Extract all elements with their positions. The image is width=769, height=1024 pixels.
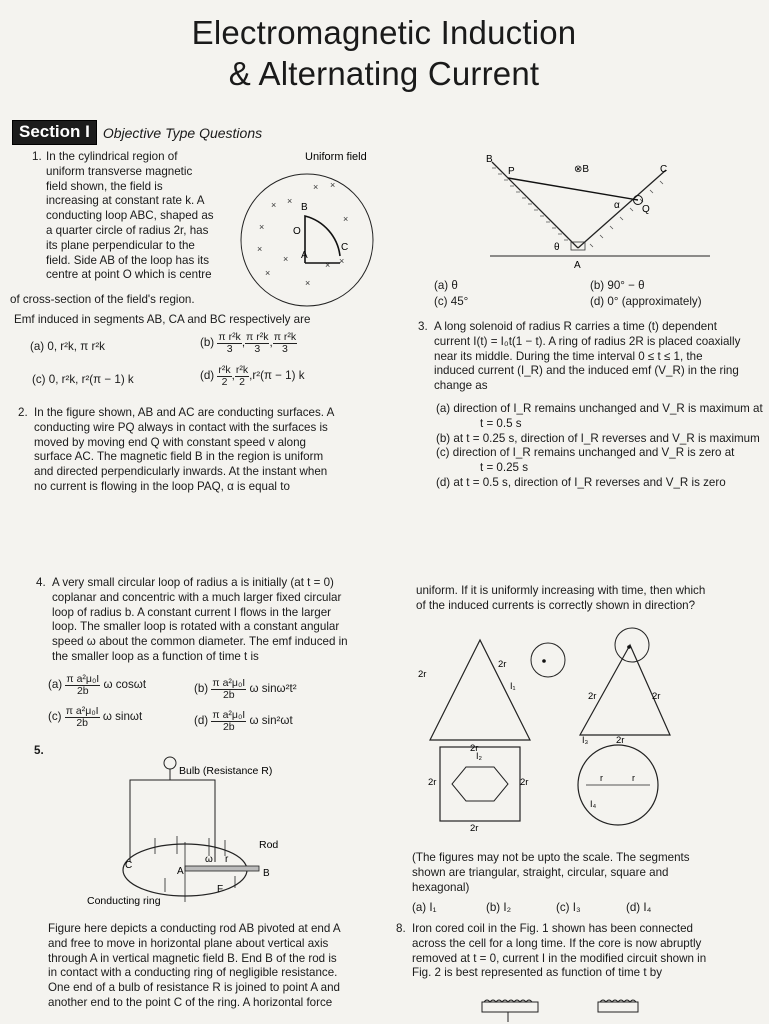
point-b-label: B — [301, 202, 308, 213]
q1-line: its plane perpendicular to the — [46, 238, 195, 252]
q1-option-a: (a) 0, r²k, π r²k — [30, 340, 105, 353]
q7-option-d: (d) I₄ — [626, 901, 652, 914]
q3-option-b: (b) at t = 0.25 s, direction of I_R reverses and V_R is maximum — [436, 431, 760, 445]
label-2r: 2r — [652, 691, 661, 702]
q2-line: and directed perpendicularly inwards. At the instant when — [34, 465, 328, 479]
q1-line: conducting loop ABC, shaped as — [46, 209, 214, 223]
label-a: A — [574, 260, 581, 271]
fraction — [235, 365, 249, 388]
q2-line: moved by moving end Q with constant speed v along — [34, 435, 306, 449]
q4-option-d — [194, 710, 293, 733]
q1-question: Emf induced in segments AB, CA and BC respectively are — [14, 313, 311, 326]
fraction-numerator: π r²k — [218, 331, 241, 343]
q4-option-c — [48, 706, 142, 729]
coil-fig-2 — [598, 1002, 638, 1012]
q2-number: 2. — [18, 406, 28, 419]
q4-option-b — [194, 678, 297, 701]
q5-line: another end to the point C of the ring. A horizontal force — [48, 995, 333, 1009]
fraction-denominator: 2 — [221, 376, 228, 388]
fraction-numerator: r²k — [218, 364, 231, 376]
svg-text:×: × — [325, 260, 331, 270]
q1-line: field. Side AB of the loop has its — [46, 253, 210, 267]
option-tail: ω sinω²t² — [249, 682, 297, 696]
q7-figure — [420, 625, 680, 840]
q5-line: Figure here depicts a conducting rod AB pivoted at end A — [48, 922, 341, 935]
q7-line: of the induced currents is correctly shown in direction? — [416, 598, 696, 612]
option-prefix: (d) — [200, 369, 215, 383]
q1-line: In the cylindrical region of — [46, 150, 178, 163]
field-cross-marks — [257, 180, 348, 288]
svg-text:×: × — [257, 244, 263, 254]
surface-ac — [578, 170, 666, 248]
q5-line: in contact with a conducting ring of negligible resistance. — [48, 966, 338, 980]
svg-text:×: × — [343, 214, 349, 224]
q4-number: 4. — [36, 576, 46, 589]
label-b: B — [263, 868, 270, 879]
fraction — [217, 332, 241, 355]
label-2r: 2r — [418, 669, 427, 680]
q5-figure — [85, 752, 300, 912]
q1-option-c: (c) 0, r²k, r²(π − 1) k — [32, 373, 134, 386]
q2-option-d: (d) 0° (approximately) — [590, 295, 702, 308]
fraction-numerator: π a²μ₀I — [212, 677, 246, 689]
fraction — [65, 706, 100, 729]
label-c: C — [125, 860, 133, 871]
label-b: B — [486, 154, 493, 165]
q1-fig-label: Uniform field — [305, 151, 367, 163]
q4-line: speed ω about the common diameter. The emf induced in — [52, 635, 348, 649]
q2-figure — [470, 148, 720, 273]
rod-label: Rod — [259, 839, 279, 851]
q2-option-c: (c) 45° — [434, 295, 469, 308]
fraction-numerator: r²k — [235, 364, 249, 376]
q5-line: through A in vertical magnetic field B. End B of the rod is — [48, 951, 337, 965]
label-i4: I₄ — [590, 799, 597, 809]
svg-text:×: × — [287, 196, 293, 206]
coil-windings-2 — [600, 1000, 636, 1002]
label-r: r — [632, 773, 635, 783]
q3-number: 3. — [418, 320, 428, 333]
q7-note-line: (The figures may not be upto the scale. The segments — [412, 851, 690, 864]
point-c-label: C — [341, 242, 349, 253]
q8-line: removed at t = 0, current I in the modified circuit shown in — [412, 951, 707, 965]
q7-text — [416, 584, 761, 614]
label-2r: 2r — [588, 691, 597, 702]
circle-loop-2 — [615, 628, 649, 662]
q8-line: Iron cored coil in the Fig. 1 shown has been connected — [412, 922, 694, 935]
bulb-label: Bulb (Resistance R) — [179, 765, 273, 777]
q2-line: surface AC. The magnetic field B in the region is uniform — [34, 450, 324, 464]
option-prefix: (a) — [48, 678, 63, 692]
q7-line: uniform. If it is uniformly increasing with time, then which — [416, 584, 706, 597]
q3-options — [436, 402, 766, 491]
q4-line: A very small circular loop of radius a is initially (at t = 0) — [52, 576, 334, 589]
fraction-numerator: π r²k — [246, 331, 269, 343]
q3-line: change as — [434, 379, 488, 393]
label-i3: I₃ — [582, 735, 589, 745]
q3-line: near its middle. During the time interval 0 ≤ t ≤ 1, the — [434, 349, 703, 363]
option-tail: ω cosωt — [103, 678, 147, 692]
q7-note — [412, 851, 762, 895]
option-prefix: (c) — [48, 710, 62, 724]
fraction-denominator: 3 — [226, 343, 233, 355]
q3-option-c: (c) direction of I_R remains unchanged and V_R is zero at — [436, 446, 735, 460]
hatching-ab — [492, 168, 568, 240]
q3-option-c-cont: t = 0.25 s — [480, 461, 529, 475]
center-dot-icon — [627, 645, 631, 649]
svg-text:×: × — [339, 256, 345, 266]
label-i2: I₂ — [476, 751, 482, 761]
fraction-denominator: 2b — [76, 717, 89, 729]
fraction-numerator: π a²μ₀I — [66, 673, 100, 685]
label-theta: θ — [554, 242, 560, 253]
q7-option-c: (c) I₃ — [556, 901, 581, 914]
option-prefix: (b) — [200, 336, 215, 350]
q1-number: 1. — [32, 150, 42, 163]
svg-text:×: × — [283, 254, 289, 264]
label-q: Q — [642, 204, 650, 215]
option-prefix: (d) — [194, 714, 209, 728]
q8-line: Fig. 2 is best represented as function of time t by — [412, 966, 663, 980]
fraction-numerator: π r²k — [273, 331, 297, 343]
hexagon-loop — [452, 767, 508, 801]
q5-number: 5. — [34, 744, 44, 757]
label-2r: 2r — [470, 823, 479, 834]
fraction — [245, 332, 269, 355]
triangle-loop-2 — [580, 645, 670, 735]
svg-text:×: × — [271, 200, 277, 210]
q5-text — [48, 922, 378, 1011]
q5-line: One end of a bulb of resistance R is joined to point A and — [48, 981, 340, 995]
svg-text:×: × — [313, 182, 319, 192]
fraction-denominator: 2b — [76, 685, 89, 697]
fraction — [273, 332, 297, 355]
fraction-denominator: 2b — [222, 689, 235, 701]
label-2r: 2r — [428, 777, 437, 788]
q3-option-d: (d) at t = 0.5 s, direction of I_R reverses and V_R is zero — [436, 475, 726, 489]
label-f: F — [217, 884, 224, 895]
option-tail: ω sin²ωt — [249, 714, 293, 728]
q1-line: a quarter circle of radius 2r, has — [46, 223, 209, 237]
page-title-line-2: & Alternating Current — [228, 55, 540, 92]
option-tail: ω sinωt — [102, 710, 143, 724]
label-omega: ω — [205, 854, 213, 865]
ring-label: Conducting ring — [87, 895, 161, 907]
page-title-line-1: Electromagnetic Induction — [191, 14, 577, 51]
fraction-denominator: 3 — [281, 343, 288, 355]
svg-text:×: × — [265, 268, 271, 278]
rod-ab — [185, 866, 259, 871]
q2-line: conducting wire PQ always in contact with the surfaces is — [34, 420, 328, 434]
fraction — [211, 710, 246, 733]
center-dot-icon — [542, 659, 546, 663]
q1-line: of cross-section of the field's region. — [10, 293, 195, 306]
q7-option-a: (a) I₁ — [412, 901, 437, 914]
point-a-label: A — [301, 250, 308, 261]
circuit-wire — [130, 780, 215, 862]
label-2r: 2r — [498, 659, 507, 670]
label-r: r — [600, 773, 603, 783]
label-c: C — [660, 164, 668, 175]
q4-option-a — [48, 674, 146, 697]
q1-line: field shown, the field is — [46, 179, 163, 193]
q3-line: A long solenoid of radius R carries a time (t) dependent — [434, 320, 717, 333]
q1-option-d: (d) $\frac{\text{r²k}}{2}$ , $\frac{\text{r²k}}{2}$ , r²(π − 1) k — [200, 364, 305, 388]
q7-note-line: hexagonal) — [412, 880, 470, 894]
svg-text:×: × — [305, 278, 311, 288]
q4-line: loop of radius b. A constant current I flows in the larger — [52, 605, 332, 619]
option-tail: r²(π − 1) k — [252, 369, 305, 383]
label-2r: 2r — [616, 735, 625, 746]
fraction-denominator: 2b — [222, 721, 235, 733]
q3-line: current I(t) = I₀t(1 − t). A ring of radius 2R is placed coaxially — [434, 334, 741, 348]
q2-option-b: (b) 90° − θ — [590, 279, 645, 292]
q7-note-line: shown are triangular, straight, circular, square and — [412, 865, 669, 879]
iron-core-coil — [482, 1002, 538, 1012]
fraction-denominator: 3 — [254, 343, 261, 355]
section-heading — [12, 120, 262, 145]
option-prefix: (b) — [194, 682, 209, 696]
q5-line: and free to move in horizontal plane about vertical axis — [48, 936, 329, 950]
hatching-ac — [590, 181, 663, 247]
label-p: P — [508, 166, 515, 177]
q1-line: centre at point O which is centre — [46, 268, 212, 282]
q7-option-b: (b) I₂ — [486, 901, 512, 914]
q1-option-b: (b) $\frac{\text{π r²k}}{3}$ , $\frac{\text{π r²k}}{3}$ , $\frac{\text{π r²k}}{3}$ — [200, 331, 297, 355]
bulb-icon — [164, 757, 176, 769]
fraction — [211, 678, 246, 701]
q8-line: across the cell for a long time. If the core is now abruptly — [412, 936, 702, 950]
fraction — [217, 365, 231, 388]
q3-option-a: (a) direction of I_R remains unchanged and V_R is maximum at — [436, 402, 763, 415]
q4-line: loop. The smaller loop is rotated with a constant angular — [52, 620, 340, 634]
label-a: A — [177, 866, 184, 877]
q2-line: In the figure shown, AB and AC are conducting surfaces. A — [34, 406, 335, 419]
q1-line: uniform transverse magnetic — [46, 164, 193, 178]
fraction-numerator: π a²μ₀I — [65, 705, 99, 717]
q4-line: the smaller loop as a function of time t is — [52, 649, 259, 663]
svg-text:×: × — [259, 222, 265, 232]
q8-number: 8. — [396, 922, 406, 935]
fraction-numerator: π a²μ₀I — [212, 709, 246, 721]
section-subtitle: Objective Type Questions — [102, 124, 263, 141]
label-2r: 2r — [470, 743, 479, 754]
q3-option-a-cont: t = 0.5 s — [480, 416, 522, 430]
label-2r: 2r — [520, 777, 529, 788]
small-circle-loop — [531, 643, 565, 677]
fraction-denominator: 2 — [239, 376, 245, 388]
q2-line: no current is flowing in the loop PAQ, α is equal to — [34, 479, 290, 493]
label-r: r — [225, 854, 229, 865]
quarter-loop — [305, 216, 340, 263]
q4-line: coplanar and concentric with a much larger fixed circular — [52, 590, 342, 604]
q2-option-a: (a) θ — [434, 279, 458, 292]
q1-line: increasing at constant rate k. A — [46, 194, 205, 208]
svg-text:×: × — [330, 180, 336, 190]
fraction — [65, 674, 100, 697]
q8-coil-figures — [478, 996, 658, 1022]
section-label: Section I — [12, 120, 97, 145]
label-field: ⊗B — [574, 164, 590, 175]
label-i1: I₁ — [510, 681, 516, 691]
q1-figure — [235, 146, 380, 311]
point-o-label: O — [293, 226, 301, 237]
surface-ab — [492, 162, 578, 248]
q3-line: induced current (I_R) and the induced emf (V_R) in the ring — [434, 364, 739, 378]
label-alpha: α — [614, 200, 620, 211]
